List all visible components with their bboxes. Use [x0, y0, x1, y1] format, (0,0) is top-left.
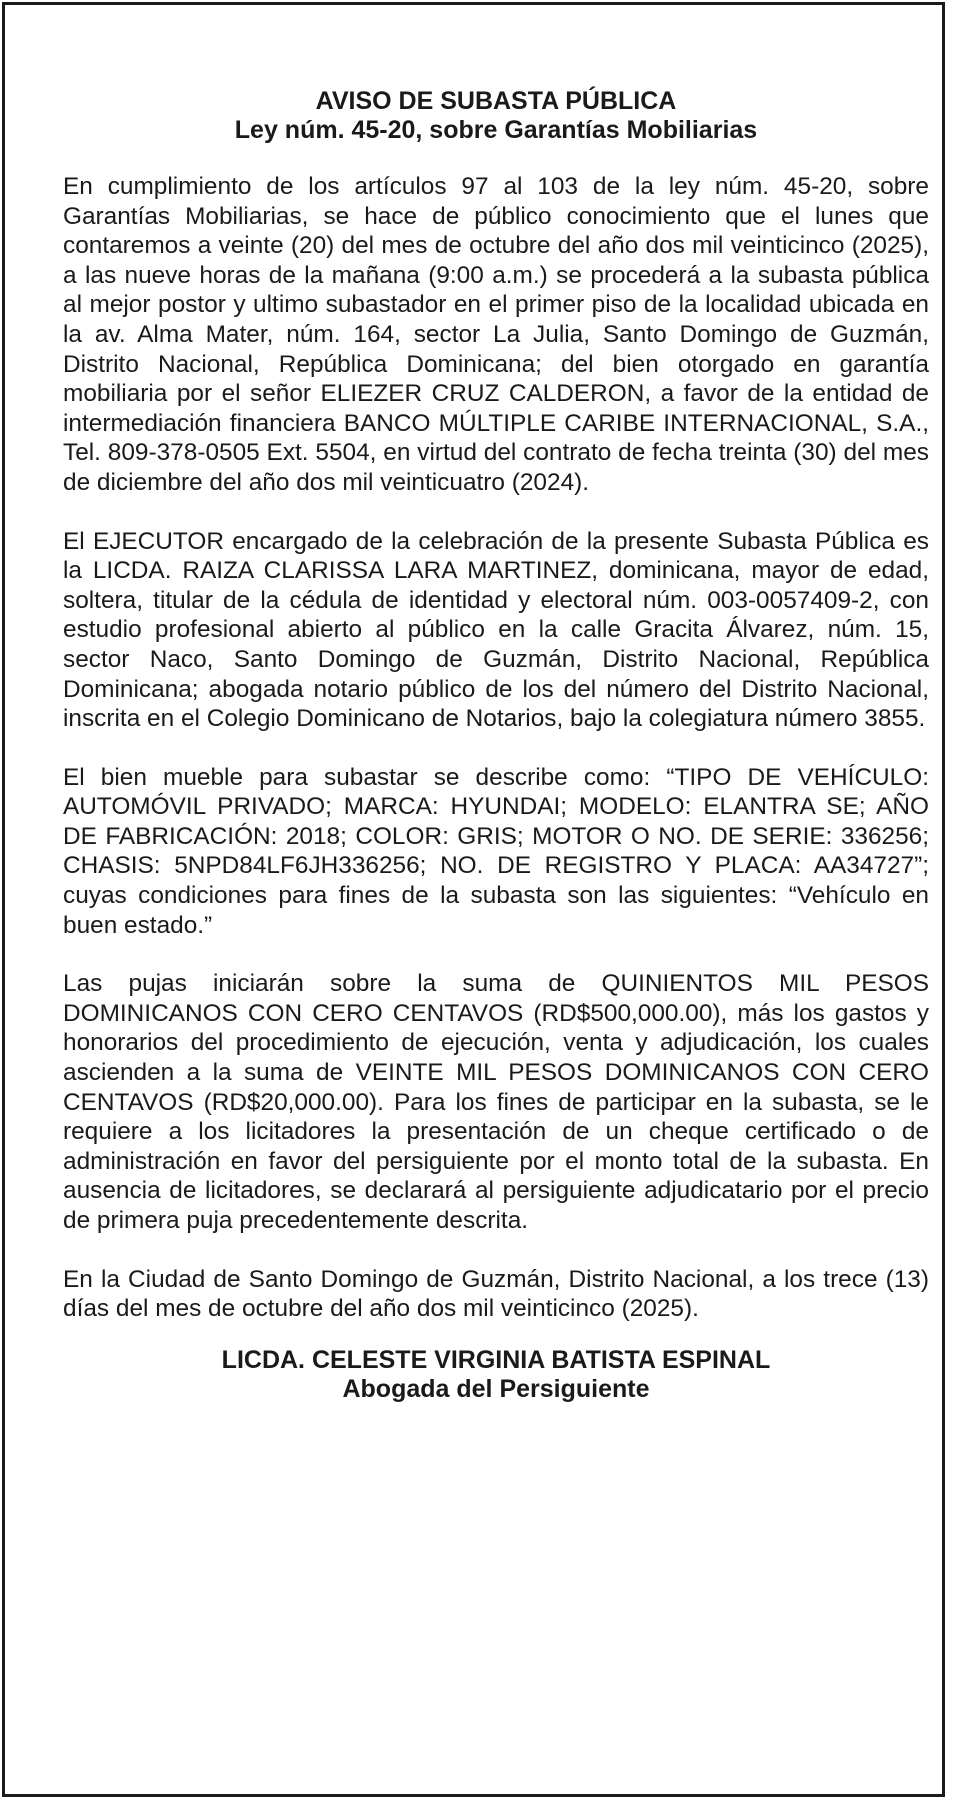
- paragraph-auction-announcement: En cumplimiento de los artículos 97 al 103 de la ley núm. 45-20, sobre Garantías Mobiliarias, se hace de público conocimiento que el lunes que contaremos a veinte (20) del mes de octubre del año dos mil veinticinco (2025), a las nueve horas de la mañana (9:00 a.m.) se procederá a la subasta pública al mejor postor y ultimo subastador en el primer piso de la localidad ubicada en la av. Alma Mater, núm. 164, sector La Julia, Santo Domingo de Guzmán, Distrito Nacional, República Dominicana; del bien otorgado en garantía mobiliaria por el señor ELIEZER CRUZ CALDERON, a favor de la entidad de intermediación financiera BANCO MÚLTIPLE CARIBE INTERNACIONAL, S.A., Tel. 809-378-0505 Ext. 5504, en virtud del contrato de fecha treinta (30) del mes de diciembre del año dos mil veinticuatro (2024).: [63, 173, 929, 496]
- notice-subtitle: Ley núm. 45-20, sobre Garantías Mobiliarias: [234, 116, 758, 144]
- signer-role: Abogada del Persiguiente: [342, 1374, 650, 1403]
- notice-title: AVISO DE SUBASTA PÚBLICA: [315, 87, 677, 115]
- notice-frame: [2, 2, 945, 1797]
- paragraph-executor: El EJECUTOR encargado de la celebración de la presente Subasta Pública es la LICDA. RAIZA CLARISSA LARA MARTINEZ, dominicana, mayor de edad, soltera, titular de la cédula de identidad y electoral núm. 003-0057409-2, con estudio profesional abierto al público en la calle Gracita Álvarez, núm. 15, sector Naco, Santo Domingo de Guzmán, Distrito Nacional, República Dominicana; abogada notario público de los del número del Distrito Nacional, inscrita en el Colegio Dominicano de Notarios, bajo la colegiatura número 3855.: [63, 527, 929, 733]
- signer-name: LICDA. CELESTE VIRGINIA BATISTA ESPINAL: [221, 1345, 771, 1374]
- paragraph-vehicle-description: El bien mueble para subastar se describe como: “TIPO DE VEHÍCULO: AUTOMÓVIL PRIVADO; MARCA: HYUNDAI; MODELO: ELANTRA SE; AÑO DE FABRICACIÓN: 2018; COLOR: GRIS; MOTOR O NO. DE SERIE: 336256; CHASIS: 5NPD84LF6JH336256; NO. DE REGISTRO Y PLACA: AA34727”; cuyas condiciones para fines de la subasta son las siguientes: “Vehículo en buen estado.”: [63, 763, 929, 939]
- notice-content: [63, 87, 929, 1404]
- paragraph-place-date: En la Ciudad de Santo Domingo de Guzmán, Distrito Nacional, a los trece (13) días del mes de octubre del año dos mil veinticinco (2025).: [63, 1265, 929, 1323]
- paragraph-bidding-terms: Las pujas iniciarán sobre la suma de QUINIENTOS MIL PESOS DOMINICANOS CON CERO CENTAVOS (RD$500,000.00), más los gastos y honorarios del procedimiento de ejecución, venta y adjudicación, los cuales ascienden a la suma de VEINTE MIL PESOS DOMINICANOS CON CERO CENTAVOS (RD$20,000.00). Para los fines de participar en la subasta, se le requiere a los licitadores la presentación de un cheque certificado o de administración en favor del persiguiente por el monto total de la subasta. En ausencia de licitadores, se declarará al persiguiente adjudicatario por el precio de primera puja precedentemente descrita.: [63, 970, 929, 1234]
